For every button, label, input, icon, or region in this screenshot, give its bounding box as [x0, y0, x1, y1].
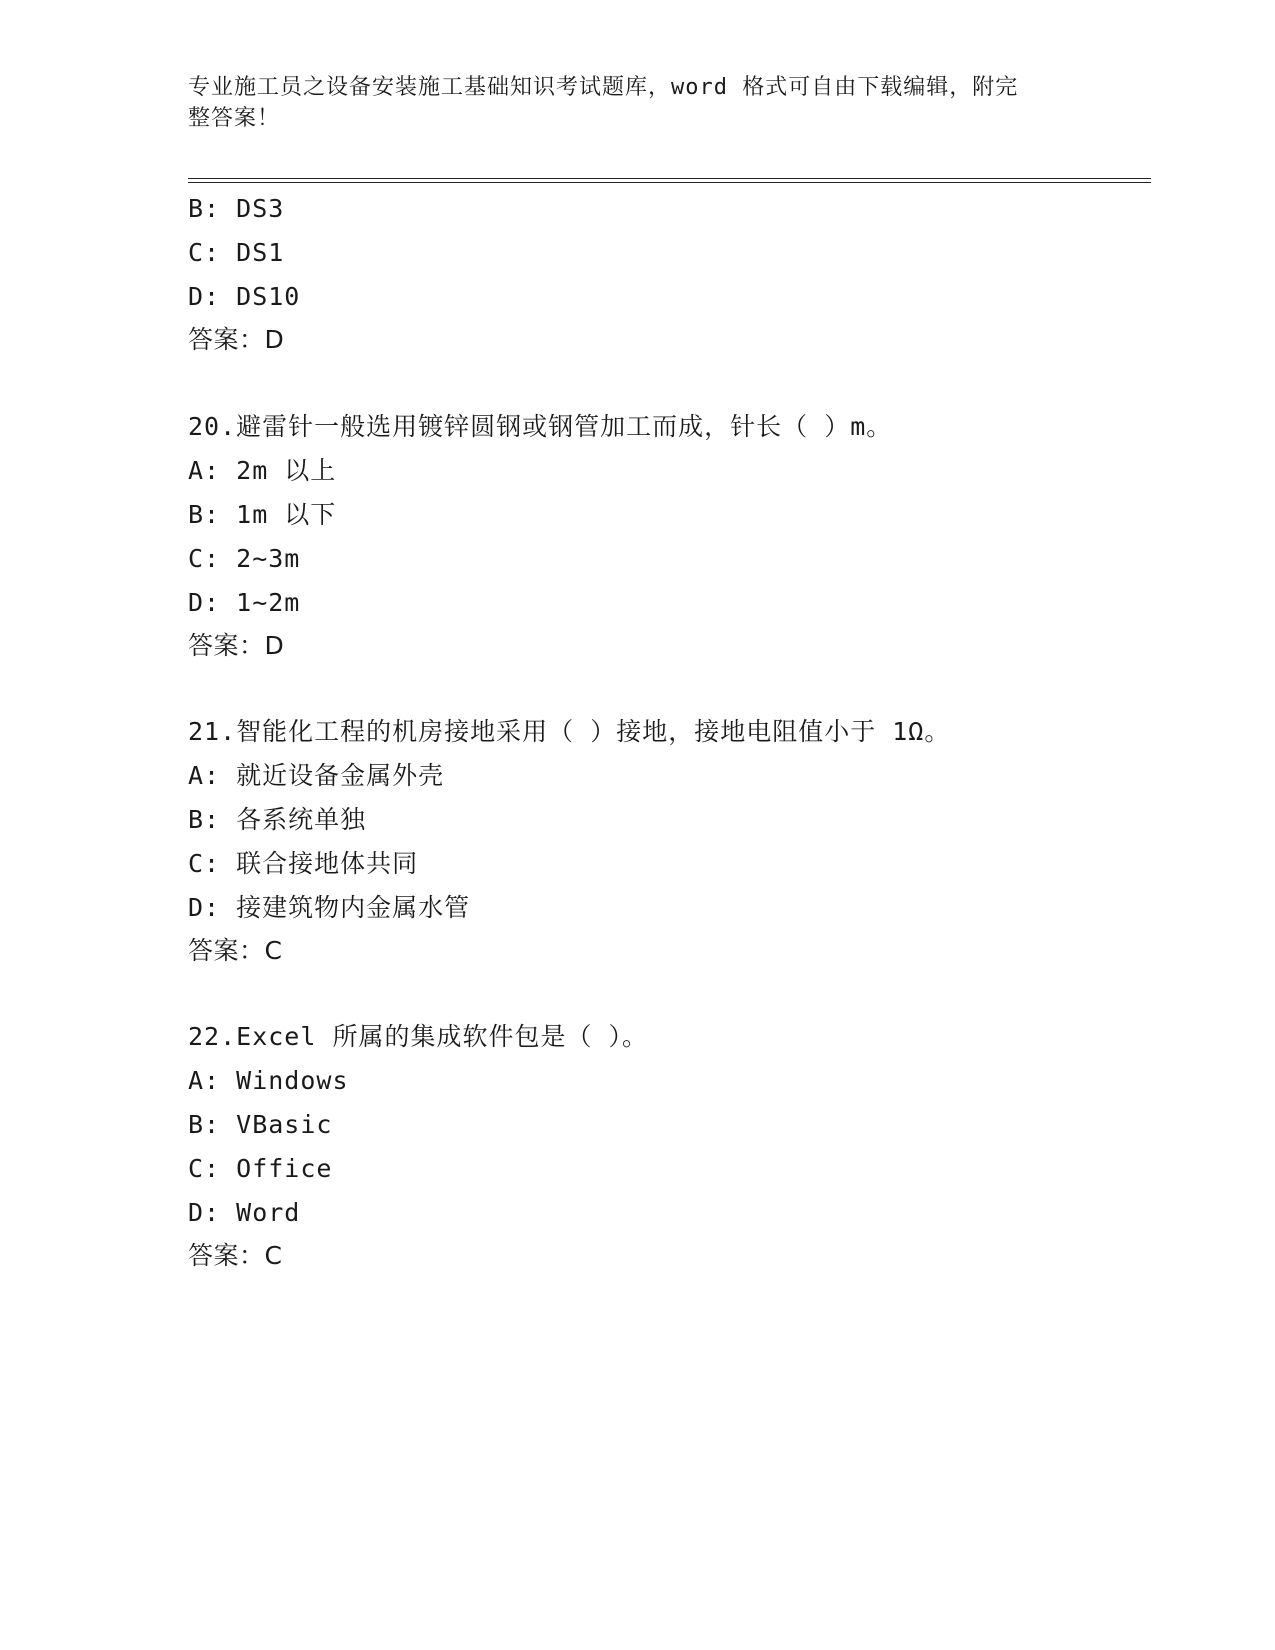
- q19-option-c: C: DS1: [188, 238, 285, 267]
- header-line-1: 专业施工员之设备安装施工基础知识考试题库，word 格式可自由下载编辑，附完: [188, 75, 1019, 100]
- q20-option-d: D: 1~2m: [188, 588, 301, 617]
- q22-answer: 答案：C: [188, 1241, 283, 1270]
- header-line-2: 整答案！: [188, 106, 281, 131]
- q20-option-c: C: 2~3m: [188, 544, 301, 573]
- q20-option-b: B: 1m 以下: [188, 500, 337, 529]
- q21-answer: 答案：C: [188, 936, 283, 965]
- q21-option-d: D: 接建筑物内金属水管: [188, 893, 471, 922]
- q22-question: 22.Excel 所属的集成软件包是（ ）。: [188, 1022, 649, 1051]
- q21-option-a: A: 就近设备金属外壳: [188, 761, 445, 790]
- q22-option-a: A: Windows: [188, 1066, 349, 1095]
- q20-option-a: A: 2m 以上: [188, 456, 337, 485]
- q22-option-c: C: Office: [188, 1154, 333, 1183]
- q21-option-c: C: 联合接地体共同: [188, 849, 419, 878]
- q21-question: 21.智能化工程的机房接地采用（ ）接地，接地电阻值小于 1Ω。: [188, 717, 951, 746]
- q22-option-d: D: Word: [188, 1198, 301, 1227]
- q20-question: 20.避雷针一般选用镀锌圆钢或钢管加工而成，针长（ ）m。: [188, 412, 893, 441]
- header-divider-top: [188, 178, 1151, 179]
- q22-option-b: B: VBasic: [188, 1110, 333, 1139]
- q19-option-d: D: DS10: [188, 282, 301, 311]
- document-header: [188, 72, 1068, 134]
- q20-answer: 答案：D: [188, 631, 285, 660]
- q19-answer: 答案：D: [188, 325, 285, 354]
- q21-option-b: B: 各系统单独: [188, 805, 367, 834]
- q19-option-b: B: DS3: [188, 194, 285, 223]
- header-divider-bottom: [188, 182, 1151, 183]
